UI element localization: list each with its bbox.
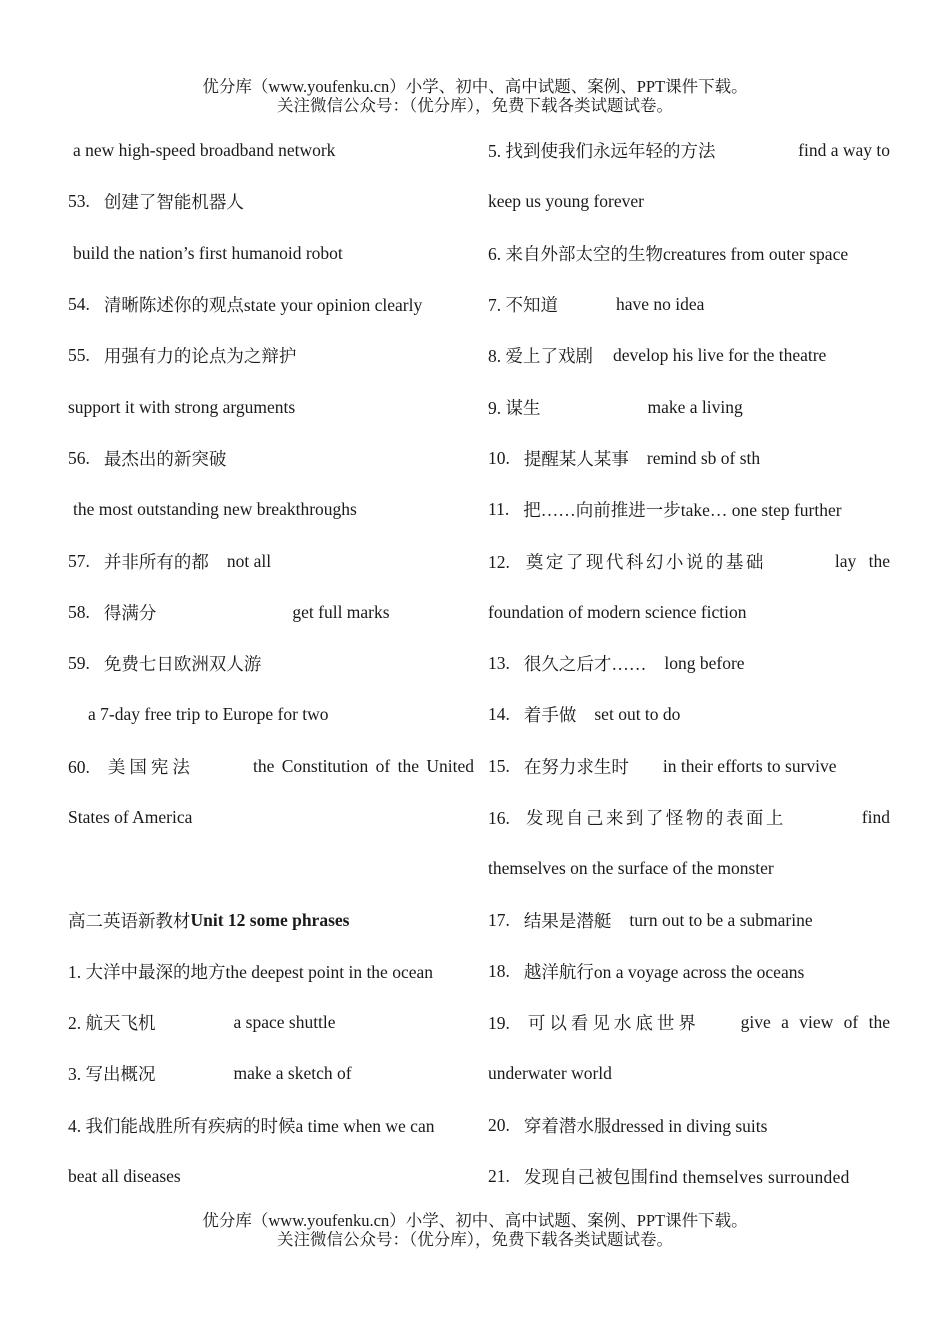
section-title: 高二英语新教材 Unit 12 some phrases [68,909,350,931]
list-item: 57. 并非所有的都 not all [68,550,272,572]
list-item: 10. 提醒某人某事 remind sb of sth [488,447,761,469]
list-item: 15. 在努力求生时 in their efforts to survive [488,755,837,777]
list-item: 6. 来自外部太空的生物creatures from outer space [488,243,849,264]
list-item: 56. 最杰出的新突破 [68,447,227,469]
list-item: 8. 爱上了戏剧 develop his live for the theatre [488,345,827,367]
list-item: 4. 我们能战胜所有疾病的时候a time when we can [68,1115,435,1136]
footer-line-2: 关注微信公众号：（优分库），免费下载各类试题试卷。 [277,1230,673,1249]
list-item: 19. 可以看见水底世界 give a view of the [488,1012,890,1034]
list-item: the most outstanding new breakthroughs [73,499,357,520]
list-item: 14. 着手做 set out to do [488,704,681,726]
list-item: 3. 写出概况 make a sketch of [68,1063,352,1085]
list-item: 54. 清晰陈述你的观点state your opinion clearly [68,294,423,316]
list-item: 55. 用强有力的论点为之辩护 [68,345,297,367]
list-item: foundation of modern science fiction [488,601,747,622]
list-item: 13. 很久之后才…… long before [488,653,745,675]
list-item: 58. 得满分 get full marks [68,601,390,623]
left-column [68,125,474,1202]
list-item: underwater world [488,1063,612,1084]
list-item: 16. 发现自己来到了怪物的表面上 find [488,807,890,828]
header-line-2: 关注微信公众号：（优分库），免费下载各类试题试卷。 [277,96,673,115]
list-item: 11. 把……向前推进一步take… one step further [488,499,842,521]
list-item: themselves on the surface of the monster [488,858,774,879]
list-item: beat all diseases [68,1166,181,1187]
list-item: 21. 发现自己被包围find themselves surrounded [488,1166,850,1188]
list-item: 2. 航天飞机 a space shuttle [68,1012,336,1034]
list-item: 59. 免费七日欧洲双人游 [68,653,262,675]
list-item: 12. 奠定了现代科幻小说的基础 lay the [488,550,890,572]
list-item: 1. 大洋中最深的地方the deepest point in the ocean [68,961,433,982]
header-line-1: 优分库（www.youfenku.cn）小学、初中、高中试题、案例、PPT课件下载。 [202,77,748,96]
list-item: a 7-day free trip to Europe for two [88,704,329,725]
list-item: 18. 越洋航行on a voyage across the oceans [488,960,805,982]
right-column [488,125,890,1202]
list-item: 53. 创建了智能机器人 [68,191,244,213]
blank-line [68,843,474,894]
list-item: 20. 穿着潜水服dressed in diving suits [488,1114,768,1136]
footer-line-1: 优分库（www.youfenku.cn）小学、初中、高中试题、案例、PPT课件下载。 [202,1211,748,1230]
list-item: 7. 不知道 have no idea [488,294,705,316]
list-item: a new high-speed broadband network [73,140,336,161]
list-item: support it with strong arguments [68,396,296,417]
list-item: keep us young forever [488,191,644,212]
list-item: 5. 找到使我们永远年轻的方法 find a way to [488,140,890,162]
page-footer [0,1211,950,1249]
list-item: build the nation’s first humanoid robot [73,242,343,263]
list-item: 60. 美国宪法 the Constitution of the United [68,755,474,777]
page-header [0,77,950,115]
list-item: 17. 结果是潜艇 turn out to be a submarine [488,909,813,931]
list-item: States of America [68,807,193,827]
list-item: 9. 谋生 make a living [488,396,743,418]
